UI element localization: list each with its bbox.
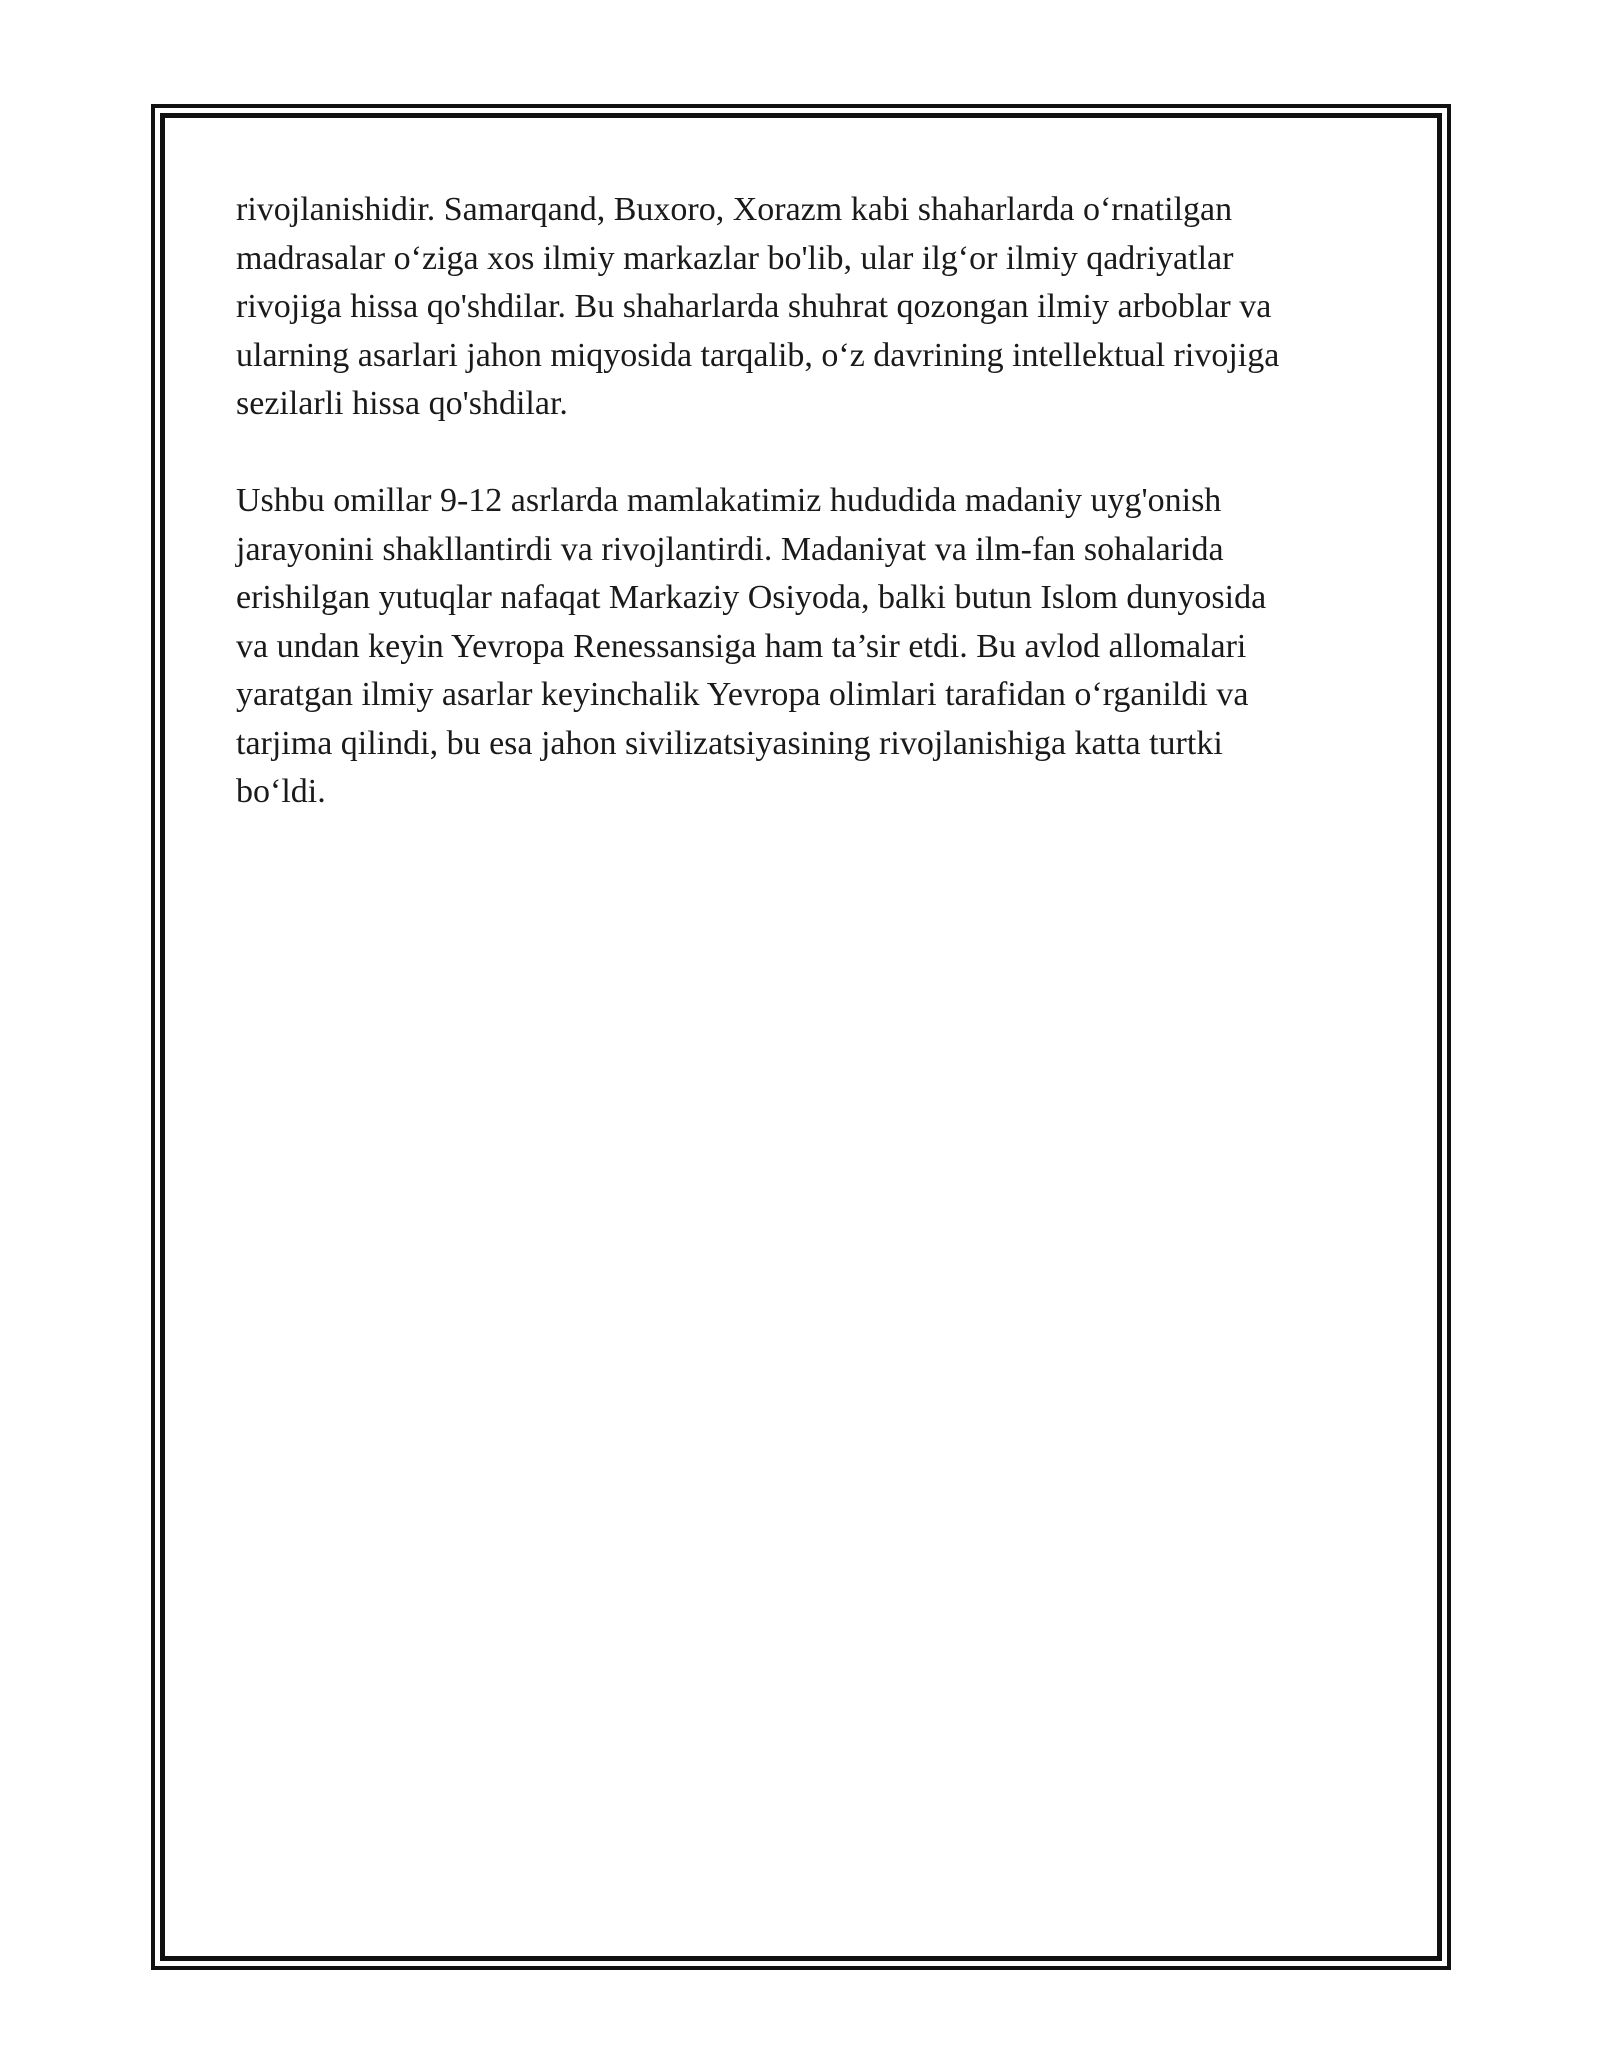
text-line: rivojlanishidir. Samarqand, Buxoro, Xorazm kabi shaharlarda o‘rnatilgan [236, 191, 1233, 228]
paragraph-2 [236, 477, 1386, 817]
text-line: rivojiga hissa qo'shdilar. Bu shaharlarda shuhrat qozongan ilmiy arboblar va [236, 288, 1272, 325]
text-line: erishilgan yutuqlar nafaqat Markaziy Osiyoda, balki butun Islom dunyosida [236, 579, 1267, 616]
text-line: ularning asarlari jahon miqyosida tarqalib, o‘z davrining intellektual rivojiga [236, 336, 1280, 374]
paragraph-1 [236, 186, 1386, 429]
document-body [236, 186, 1386, 865]
text-line: yaratgan ilmiy asarlar keyinchalik Yevropa olimlari tarafidan o‘rganildi va [236, 676, 1249, 713]
text-line: madrasalar o‘ziga xos ilmiy markazlar bo'lib, ular ilg‘or ilmiy qadriyatlar [236, 239, 1234, 277]
text-line: Ushbu omillar 9-12 asrlarda mamlakatimiz hududida madaniy uyg'onish [236, 482, 1222, 519]
text-line: bo‘ldi. [236, 773, 326, 810]
text-line: va undan keyin Yevropa Renessansiga ham ta’sir etdi. Bu avlod allomalari [236, 627, 1247, 665]
text-line: sezilarli hissa qo'shdilar. [236, 385, 568, 422]
text-line: jarayonini shakllantirdi va rivojlantirdi. Madaniyat va ilm-fan sohalarida [236, 530, 1224, 568]
text-line: tarjima qilindi, bu esa jahon sivilizatsiyasining rivojlanishiga katta turtki [236, 724, 1223, 762]
